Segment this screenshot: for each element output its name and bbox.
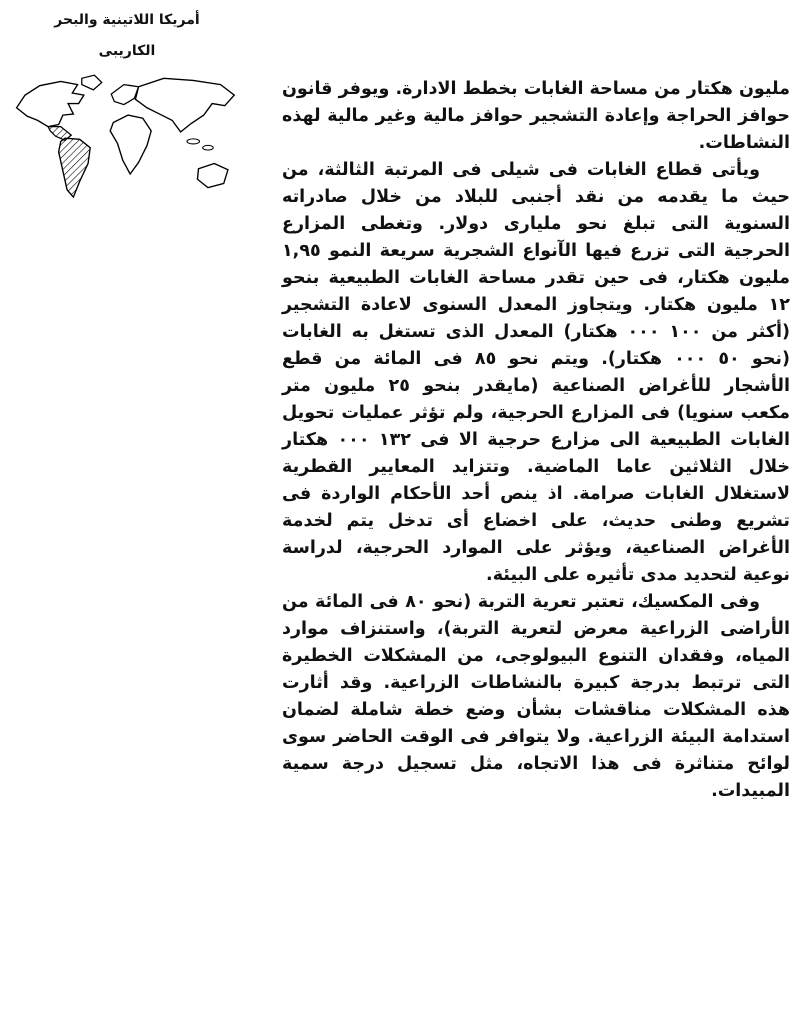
article-body — [282, 76, 790, 805]
map-europe — [111, 84, 138, 104]
map-africa — [110, 115, 151, 174]
world-map-icon — [6, 72, 248, 215]
paragraph-3: وفى المكسيك، تعتبر تعرية التربة (نحو ٨٠ فى المائة من الأراضى الزراعية معرض لتعرية التربة)، واستنزاف موارد المياه، وفقدان التنوع البيولوجى، من المشكلات الخطيرة التى ترتبط بدرجة كبيرة بالنشاطات الزراعية. وقد أثارت هذه المشكلات مناقشات بشأن وضع خطة شاملة لضمان استدامة البيئة الزراعية. ولا يتوافر فى الوقت الحاضر سوى لوائح متناثرة فى هذا الاتجاه، مثل تسجيل درجة سمية المبيدات. — [282, 592, 790, 801]
paragraph-2: ويأتى قطاع الغابات فى شيلى فى المرتبة الثالثة، من حيث ما يقدمه من نقد أجنبى للبلاد من خلال صادراته السنوية التى تبلغ نحو مليارى دولار. وتغطى المزارع الحرجية التى تزرع فيها الآنواع الشجرية سريعة النمو ١,٩٥ مليون هكتار، فى حين تقدر مساحة الغابات الطبيعية بنحو ١٢ مليون هكتار. ويتجاوز المعدل السنوى لاعادة التشجير (أكثر من ١٠٠ ٠٠٠ هكتار) المعدل الذى تستغل به الغابات (نحو ٥٠ ٠٠٠ هكتار). ويتم نحو ٨٥ فى المائة من قطع الأشجار للأغراض الصناعية (مايقدر بنحو ٢٥ مليون متر مكعب سنويا) فى المزارع الحرجية، ولم تؤثر عمليات تحويل الغابات الطبيعية الى مزارع حرجية الا فى ١٣٢ ٠٠٠ هكتار خلال الثلاثين عاما الماضية. وتتزايد المعايير القطرية لاستغلال الغابات صرامة. اذ ينص أحد الأحكام الواردة فى تشريع وطنى حديث، على اخضاع أى تدخل يتم لخدمة الأغراض الصناعية، ويؤثر على الموارد الحرجية، لدراسة نوعية لتحديد مدى تأثيره على البيئة. — [282, 160, 791, 585]
map-greenland — [82, 75, 102, 90]
region-title-line1: أمريكا اللاتينية والبحر — [54, 12, 200, 28]
map-south-america-highlight — [59, 138, 91, 197]
map-asia — [135, 78, 234, 132]
region-title — [6, 12, 248, 60]
region-title-line2: الكاريبى — [98, 42, 156, 59]
map-islands-2 — [203, 145, 214, 150]
region-figure — [6, 12, 248, 215]
map-north-america — [17, 81, 84, 126]
world-map-figure — [6, 72, 248, 215]
map-australia — [197, 163, 227, 187]
map-islands — [187, 138, 200, 143]
paragraph-1: مليون هكتار من مساحة الغابات بخطط الادارة. ويوفر قانون حوافز الحراجة وإعادة التشجير حوافز مالية وغير مالية لهذه النشاطات. — [282, 79, 790, 153]
